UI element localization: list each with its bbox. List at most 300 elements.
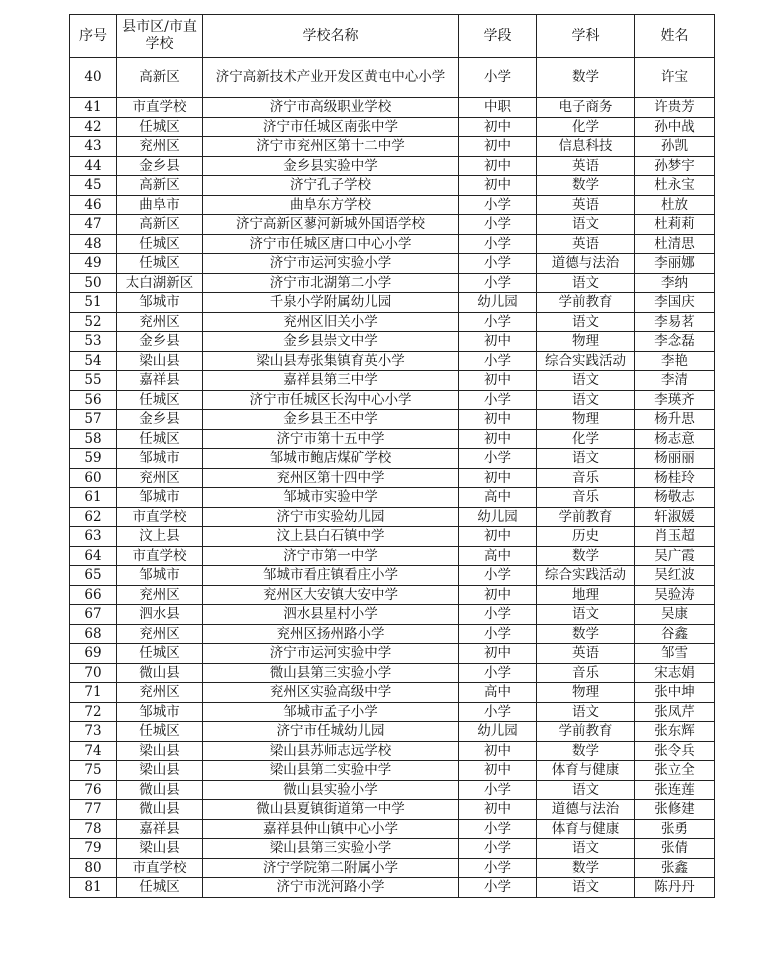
cell-name: 李念磊 (635, 332, 715, 352)
cell-school: 济宁市北湖第二小学 (203, 273, 459, 293)
cell-no: 68 (70, 624, 117, 644)
cell-subject: 语文 (537, 390, 635, 410)
cell-subject: 语文 (537, 371, 635, 391)
cell-district: 邹城市 (117, 566, 203, 586)
cell-school: 兖州区大安镇大安中学 (203, 585, 459, 605)
cell-district: 微山县 (117, 663, 203, 683)
cell-no: 48 (70, 234, 117, 254)
cell-name: 李瑛齐 (635, 390, 715, 410)
cell-stage: 高中 (459, 488, 537, 508)
cell-school: 嘉祥县第三中学 (203, 371, 459, 391)
table-row (70, 683, 715, 703)
cell-subject: 历史 (537, 527, 635, 547)
cell-school: 邹城市看庄镇看庄小学 (203, 566, 459, 586)
cell-district: 兖州区 (117, 585, 203, 605)
cell-school: 兖州区扬州路小学 (203, 624, 459, 644)
cell-name: 陈丹丹 (635, 878, 715, 898)
table-row (70, 58, 715, 98)
cell-name: 张中坤 (635, 683, 715, 703)
cell-no: 57 (70, 410, 117, 430)
cell-subject: 体育与健康 (537, 819, 635, 839)
table-row (70, 605, 715, 625)
table-row (70, 137, 715, 157)
cell-name: 杨升思 (635, 410, 715, 430)
cell-subject: 体育与健康 (537, 761, 635, 781)
cell-no: 63 (70, 527, 117, 547)
cell-stage: 中职 (459, 98, 537, 118)
cell-name: 张立全 (635, 761, 715, 781)
header-stage: 学段 (459, 15, 537, 58)
cell-name: 宋志娟 (635, 663, 715, 683)
cell-stage: 初中 (459, 761, 537, 781)
cell-no: 47 (70, 215, 117, 235)
table-row (70, 371, 715, 391)
table-row (70, 390, 715, 410)
cell-school: 济宁市任城区南张中学 (203, 117, 459, 137)
table-row (70, 702, 715, 722)
cell-subject: 语文 (537, 702, 635, 722)
cell-no: 75 (70, 761, 117, 781)
cell-school: 济宁市第一中学 (203, 546, 459, 566)
cell-district: 高新区 (117, 176, 203, 196)
cell-no: 80 (70, 858, 117, 878)
cell-stage: 小学 (459, 215, 537, 235)
cell-no: 42 (70, 117, 117, 137)
cell-district: 兖州区 (117, 137, 203, 157)
table-row (70, 780, 715, 800)
cell-school: 济宁市运河实验中学 (203, 644, 459, 664)
cell-no: 79 (70, 839, 117, 859)
cell-district: 嘉祥县 (117, 819, 203, 839)
cell-subject: 英语 (537, 195, 635, 215)
cell-no: 72 (70, 702, 117, 722)
cell-school: 金乡县王丕中学 (203, 410, 459, 430)
table-row (70, 468, 715, 488)
cell-district: 金乡县 (117, 156, 203, 176)
cell-subject: 化学 (537, 117, 635, 137)
cell-stage: 小学 (459, 839, 537, 859)
cell-school: 兖州区实验高级中学 (203, 683, 459, 703)
cell-school: 济宁高新技术产业开发区黄屯中心小学 (203, 58, 459, 98)
cell-no: 73 (70, 722, 117, 742)
cell-subject: 语文 (537, 312, 635, 332)
cell-school: 济宁市高级职业学校 (203, 98, 459, 118)
table-row (70, 566, 715, 586)
cell-school: 梁山县苏师志远学校 (203, 741, 459, 761)
cell-subject: 学前教育 (537, 293, 635, 313)
cell-district: 曲阜市 (117, 195, 203, 215)
header-district: 县市区/市直学校 (117, 15, 203, 58)
cell-subject: 学前教育 (537, 722, 635, 742)
table-row (70, 858, 715, 878)
cell-stage: 小学 (459, 624, 537, 644)
cell-school: 梁山县第二实验中学 (203, 761, 459, 781)
table-row (70, 800, 715, 820)
cell-stage: 初中 (459, 332, 537, 352)
cell-stage: 初中 (459, 137, 537, 157)
cell-subject: 英语 (537, 644, 635, 664)
cell-district: 邹城市 (117, 488, 203, 508)
cell-stage: 小学 (459, 702, 537, 722)
cell-name: 吴广霞 (635, 546, 715, 566)
table-row (70, 156, 715, 176)
cell-subject: 地理 (537, 585, 635, 605)
cell-district: 兖州区 (117, 624, 203, 644)
cell-school: 济宁市任城幼儿园 (203, 722, 459, 742)
cell-district: 兖州区 (117, 312, 203, 332)
cell-name: 孙中战 (635, 117, 715, 137)
table-row (70, 98, 715, 118)
table-row (70, 273, 715, 293)
cell-district: 市直学校 (117, 546, 203, 566)
cell-stage: 初中 (459, 371, 537, 391)
cell-school: 济宁高新区蓼河新城外国语学校 (203, 215, 459, 235)
header-subject: 学科 (537, 15, 635, 58)
cell-no: 61 (70, 488, 117, 508)
cell-name: 孙梦宇 (635, 156, 715, 176)
cell-stage: 幼儿园 (459, 722, 537, 742)
cell-name: 吴验涛 (635, 585, 715, 605)
cell-no: 50 (70, 273, 117, 293)
cell-stage: 初中 (459, 800, 537, 820)
cell-stage: 小学 (459, 273, 537, 293)
table-row (70, 117, 715, 137)
cell-stage: 小学 (459, 449, 537, 469)
cell-school: 济宁市兖州区第十二中学 (203, 137, 459, 157)
cell-district: 泗水县 (117, 605, 203, 625)
cell-stage: 初中 (459, 117, 537, 137)
cell-stage: 小学 (459, 819, 537, 839)
cell-school: 兖州区第十四中学 (203, 468, 459, 488)
cell-no: 65 (70, 566, 117, 586)
cell-school: 济宁市运河实验小学 (203, 254, 459, 274)
header-no: 序号 (70, 15, 117, 58)
cell-stage: 小学 (459, 351, 537, 371)
cell-no: 40 (70, 58, 117, 98)
cell-no: 56 (70, 390, 117, 410)
cell-no: 70 (70, 663, 117, 683)
cell-name: 吴康 (635, 605, 715, 625)
cell-district: 兖州区 (117, 683, 203, 703)
cell-school: 曲阜东方学校 (203, 195, 459, 215)
cell-name: 杨志意 (635, 429, 715, 449)
cell-stage: 初中 (459, 156, 537, 176)
cell-subject: 英语 (537, 234, 635, 254)
cell-school: 兖州区旧关小学 (203, 312, 459, 332)
cell-name: 张鑫 (635, 858, 715, 878)
table-row (70, 878, 715, 898)
cell-district: 兖州区 (117, 468, 203, 488)
table-row (70, 663, 715, 683)
cell-subject: 道德与法治 (537, 254, 635, 274)
cell-no: 59 (70, 449, 117, 469)
table-row (70, 507, 715, 527)
cell-no: 67 (70, 605, 117, 625)
cell-district: 金乡县 (117, 410, 203, 430)
cell-stage: 小学 (459, 390, 537, 410)
cell-subject: 综合实践活动 (537, 351, 635, 371)
cell-name: 张勇 (635, 819, 715, 839)
cell-no: 81 (70, 878, 117, 898)
cell-stage: 小学 (459, 858, 537, 878)
table-row (70, 351, 715, 371)
cell-school: 微山县第三实验小学 (203, 663, 459, 683)
cell-district: 任城区 (117, 234, 203, 254)
cell-subject: 数学 (537, 546, 635, 566)
roster-sheet (69, 14, 714, 898)
cell-school: 济宁市任城区唐口中心小学 (203, 234, 459, 254)
table-row (70, 293, 715, 313)
cell-subject: 语文 (537, 878, 635, 898)
cell-subject: 语文 (537, 215, 635, 235)
cell-no: 66 (70, 585, 117, 605)
table-row (70, 195, 715, 215)
cell-stage: 初中 (459, 585, 537, 605)
cell-district: 市直学校 (117, 507, 203, 527)
cell-name: 李易茗 (635, 312, 715, 332)
cell-subject: 电子商务 (537, 98, 635, 118)
cell-district: 任城区 (117, 722, 203, 742)
cell-district: 任城区 (117, 117, 203, 137)
table-row (70, 722, 715, 742)
cell-stage: 幼儿园 (459, 293, 537, 313)
cell-name: 孙凯 (635, 137, 715, 157)
cell-no: 71 (70, 683, 117, 703)
cell-subject: 数学 (537, 176, 635, 196)
cell-name: 杨敬志 (635, 488, 715, 508)
table-row (70, 429, 715, 449)
cell-subject: 数学 (537, 741, 635, 761)
cell-name: 谷鑫 (635, 624, 715, 644)
cell-stage: 小学 (459, 312, 537, 332)
cell-school: 泗水县星村小学 (203, 605, 459, 625)
cell-stage: 小学 (459, 663, 537, 683)
cell-no: 64 (70, 546, 117, 566)
cell-stage: 小学 (459, 780, 537, 800)
cell-name: 杨丽丽 (635, 449, 715, 469)
cell-no: 44 (70, 156, 117, 176)
cell-district: 任城区 (117, 429, 203, 449)
cell-district: 梁山县 (117, 839, 203, 859)
table-row (70, 234, 715, 254)
cell-district: 金乡县 (117, 332, 203, 352)
cell-school: 济宁市洸河路小学 (203, 878, 459, 898)
cell-no: 45 (70, 176, 117, 196)
cell-name: 张修建 (635, 800, 715, 820)
table-row (70, 312, 715, 332)
cell-name: 李国庆 (635, 293, 715, 313)
cell-no: 53 (70, 332, 117, 352)
cell-no: 58 (70, 429, 117, 449)
cell-school: 梁山县第三实验小学 (203, 839, 459, 859)
cell-name: 许贵芳 (635, 98, 715, 118)
header-name: 姓名 (635, 15, 715, 58)
cell-no: 74 (70, 741, 117, 761)
cell-name: 张倩 (635, 839, 715, 859)
cell-district: 高新区 (117, 215, 203, 235)
cell-subject: 化学 (537, 429, 635, 449)
cell-district: 任城区 (117, 254, 203, 274)
cell-name: 张凤芹 (635, 702, 715, 722)
cell-name: 杜莉莉 (635, 215, 715, 235)
cell-no: 51 (70, 293, 117, 313)
cell-school: 邹城市鲍店煤矿学校 (203, 449, 459, 469)
cell-no: 41 (70, 98, 117, 118)
cell-name: 杨桂玲 (635, 468, 715, 488)
cell-no: 52 (70, 312, 117, 332)
cell-no: 78 (70, 819, 117, 839)
cell-name: 李纳 (635, 273, 715, 293)
table-row (70, 839, 715, 859)
cell-stage: 小学 (459, 195, 537, 215)
cell-stage: 小学 (459, 58, 537, 98)
cell-subject: 语文 (537, 273, 635, 293)
cell-subject: 音乐 (537, 488, 635, 508)
cell-stage: 小学 (459, 234, 537, 254)
cell-name: 张东辉 (635, 722, 715, 742)
table-row (70, 624, 715, 644)
cell-no: 60 (70, 468, 117, 488)
cell-no: 46 (70, 195, 117, 215)
table-row (70, 741, 715, 761)
cell-district: 嘉祥县 (117, 371, 203, 391)
cell-no: 77 (70, 800, 117, 820)
cell-stage: 初中 (459, 176, 537, 196)
cell-district: 梁山县 (117, 351, 203, 371)
cell-name: 张令兵 (635, 741, 715, 761)
cell-stage: 小学 (459, 566, 537, 586)
cell-subject: 音乐 (537, 663, 635, 683)
cell-subject: 音乐 (537, 468, 635, 488)
table-row (70, 546, 715, 566)
header-school: 学校名称 (203, 15, 459, 58)
cell-district: 邹城市 (117, 702, 203, 722)
table-row (70, 819, 715, 839)
cell-subject: 语文 (537, 839, 635, 859)
cell-school: 济宁市实验幼儿园 (203, 507, 459, 527)
header-row (70, 15, 715, 58)
cell-stage: 初中 (459, 468, 537, 488)
cell-school: 金乡县实验中学 (203, 156, 459, 176)
cell-district: 微山县 (117, 780, 203, 800)
cell-subject: 道德与法治 (537, 800, 635, 820)
cell-name: 吴红波 (635, 566, 715, 586)
table-row (70, 644, 715, 664)
cell-stage: 初中 (459, 527, 537, 547)
cell-name: 李艳 (635, 351, 715, 371)
cell-school: 济宁孔子学校 (203, 176, 459, 196)
cell-district: 微山县 (117, 800, 203, 820)
cell-school: 微山县实验小学 (203, 780, 459, 800)
cell-no: 49 (70, 254, 117, 274)
cell-subject: 语文 (537, 780, 635, 800)
cell-school: 济宁学院第二附属小学 (203, 858, 459, 878)
table-row (70, 215, 715, 235)
cell-district: 任城区 (117, 878, 203, 898)
cell-subject: 数学 (537, 858, 635, 878)
cell-stage: 初中 (459, 741, 537, 761)
cell-stage: 小学 (459, 254, 537, 274)
cell-district: 任城区 (117, 390, 203, 410)
cell-school: 千泉小学附属幼儿园 (203, 293, 459, 313)
cell-district: 市直学校 (117, 98, 203, 118)
cell-no: 55 (70, 371, 117, 391)
table-row (70, 176, 715, 196)
cell-school: 汶上县白石镇中学 (203, 527, 459, 547)
cell-school: 嘉祥县仲山镇中心小学 (203, 819, 459, 839)
cell-school: 邹城市孟子小学 (203, 702, 459, 722)
cell-no: 43 (70, 137, 117, 157)
cell-subject: 综合实践活动 (537, 566, 635, 586)
cell-subject: 物理 (537, 683, 635, 703)
cell-subject: 学前教育 (537, 507, 635, 527)
cell-subject: 数学 (537, 624, 635, 644)
cell-name: 邹雪 (635, 644, 715, 664)
cell-name: 张连莲 (635, 780, 715, 800)
cell-no: 54 (70, 351, 117, 371)
cell-subject: 语文 (537, 605, 635, 625)
table-row (70, 527, 715, 547)
cell-stage: 小学 (459, 605, 537, 625)
cell-subject: 语文 (537, 449, 635, 469)
cell-stage: 初中 (459, 410, 537, 430)
table-row (70, 488, 715, 508)
cell-name: 轩淑媛 (635, 507, 715, 527)
cell-name: 李清 (635, 371, 715, 391)
roster-table (69, 14, 715, 898)
cell-school: 金乡县崇文中学 (203, 332, 459, 352)
cell-district: 高新区 (117, 58, 203, 98)
table-row (70, 585, 715, 605)
cell-name: 杜放 (635, 195, 715, 215)
cell-subject: 物理 (537, 332, 635, 352)
table-body (70, 58, 715, 898)
cell-name: 李丽娜 (635, 254, 715, 274)
table-row (70, 449, 715, 469)
cell-no: 62 (70, 507, 117, 527)
cell-school: 微山县夏镇街道第一中学 (203, 800, 459, 820)
cell-stage: 初中 (459, 429, 537, 449)
cell-school: 济宁市任城区长沟中心小学 (203, 390, 459, 410)
table-row (70, 410, 715, 430)
cell-no: 76 (70, 780, 117, 800)
cell-stage: 初中 (459, 644, 537, 664)
cell-no: 69 (70, 644, 117, 664)
cell-district: 梁山县 (117, 761, 203, 781)
cell-school: 邹城市实验中学 (203, 488, 459, 508)
cell-subject: 数学 (537, 58, 635, 98)
cell-name: 杜永宝 (635, 176, 715, 196)
cell-district: 梁山县 (117, 741, 203, 761)
cell-district: 市直学校 (117, 858, 203, 878)
cell-subject: 英语 (537, 156, 635, 176)
table-row (70, 761, 715, 781)
cell-district: 太白湖新区 (117, 273, 203, 293)
cell-district: 汶上县 (117, 527, 203, 547)
table-row (70, 332, 715, 352)
cell-subject: 信息科技 (537, 137, 635, 157)
cell-district: 任城区 (117, 644, 203, 664)
cell-district: 邹城市 (117, 293, 203, 313)
cell-school: 济宁市第十五中学 (203, 429, 459, 449)
cell-subject: 物理 (537, 410, 635, 430)
table-row (70, 254, 715, 274)
cell-stage: 小学 (459, 878, 537, 898)
cell-school: 梁山县寿张集镇育英小学 (203, 351, 459, 371)
cell-district: 邹城市 (117, 449, 203, 469)
cell-stage: 幼儿园 (459, 507, 537, 527)
cell-name: 肖玉超 (635, 527, 715, 547)
